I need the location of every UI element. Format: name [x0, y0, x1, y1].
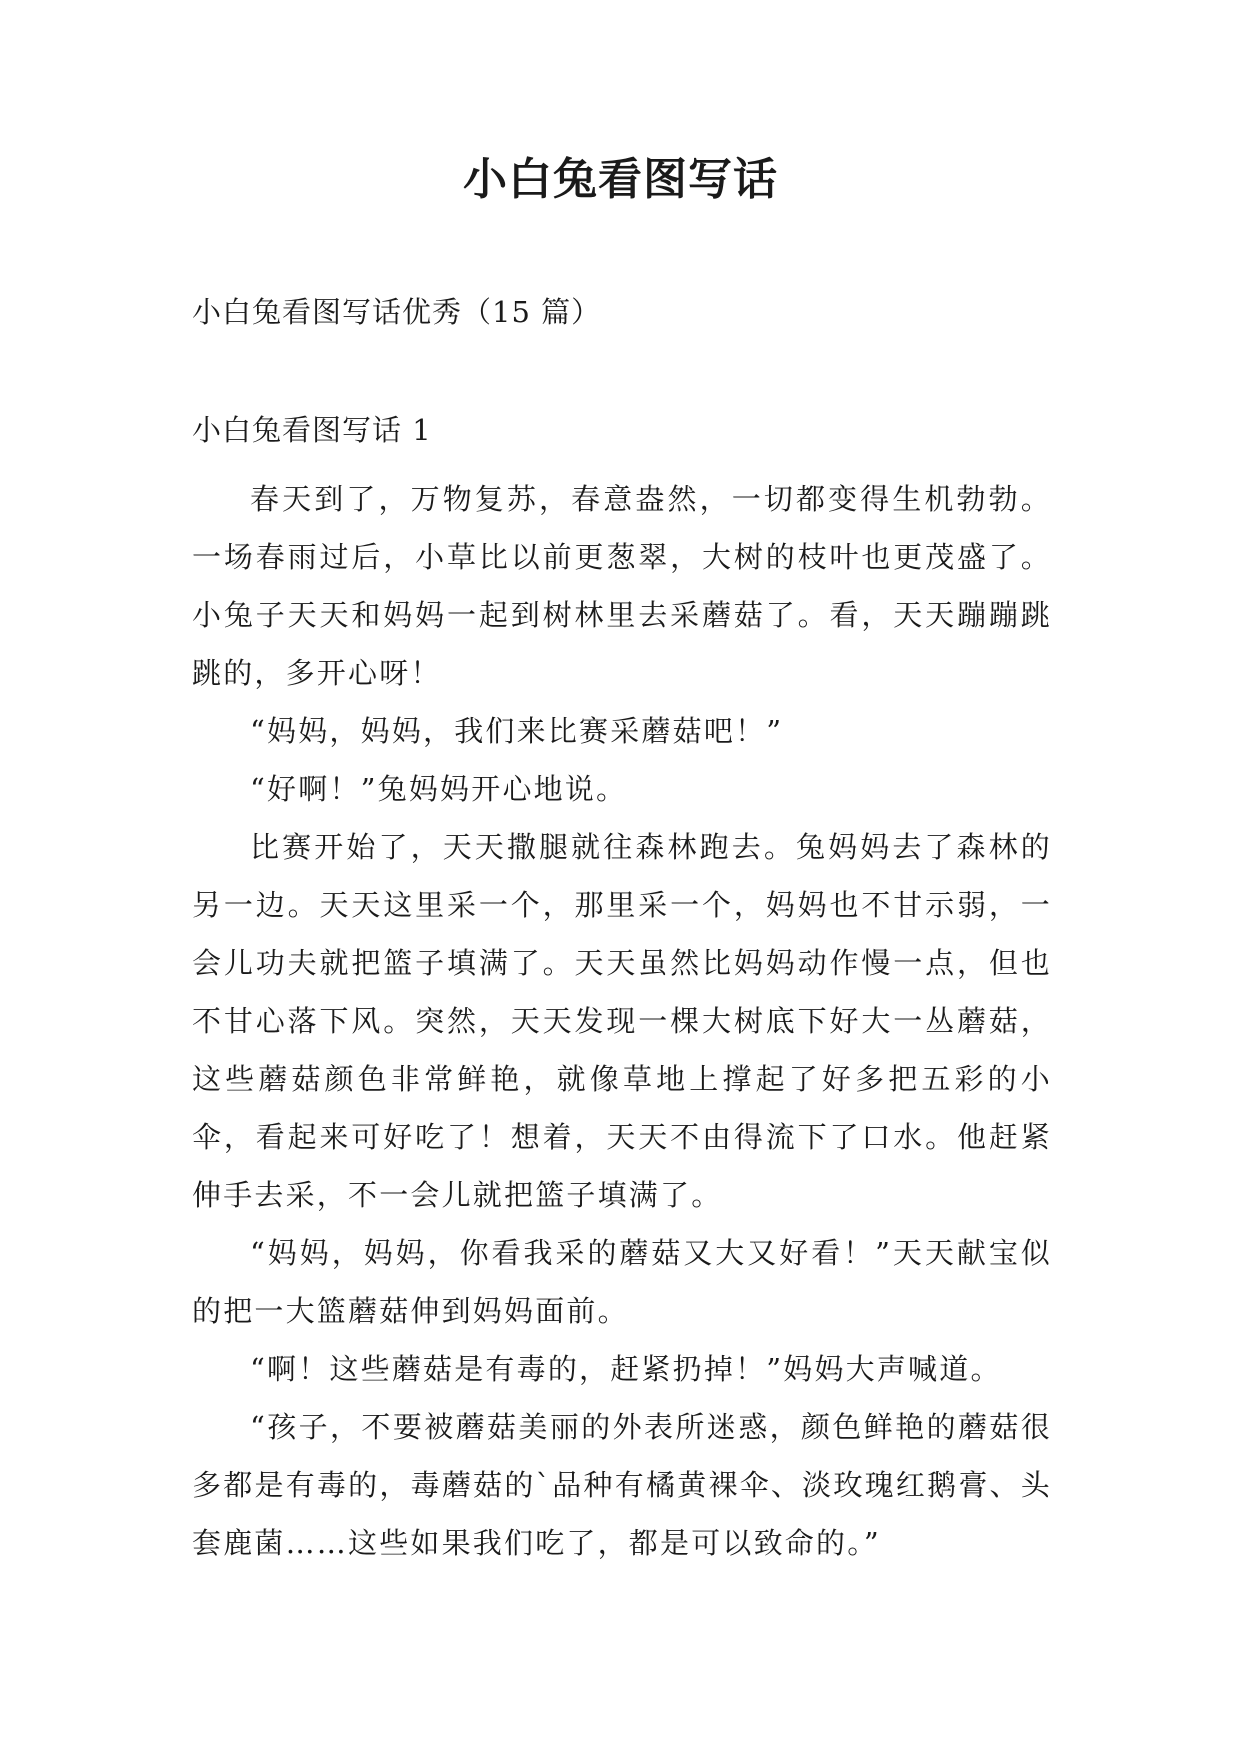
paragraph: “孩子，不要被蘑菇美丽的外表所迷惑，颜色鲜艳的蘑菇很多都是有毒的，毒蘑菇的`品种有橘黄裸伞、淡玫瑰红鹅膏、头套鹿菌……这些如果我们吃了，都是可以致命的。”	[192, 1410, 1052, 1560]
paragraph: “妈妈，妈妈，你看我采的蘑菇又大又好看！”天天献宝似的把一大篮蘑菇伸到妈妈面前。	[192, 1236, 1052, 1328]
paragraph: 比赛开始了，天天撒腿就往森林跑去。兔妈妈去了森林的另一边。天天这里采一个，那里采一个，妈妈也不甘示弱，一会儿功夫就把篮子填满了。天天虽然比妈妈动作慢一点，但也不甘心落下风。突然，天天发现一棵大树底下好大一丛蘑菇，这些蘑菇颜色非常鲜艳，就像草地上撑起了好多把五彩的小伞，看起来可好吃了！想着，天天不由得流下了口水。他赶紧伸手去采，不一会儿就把篮子填满了。	[192, 830, 1052, 1212]
document-subtitle: 小白兔看图写话优秀（15 篇）	[192, 295, 602, 329]
paragraph: “好啊！”兔妈妈开心地说。	[250, 772, 628, 806]
document-title: 小白兔看图写话	[463, 154, 778, 205]
article-body	[192, 470, 1052, 1572]
paragraph: “啊！这些蘑菇是有毒的，赶紧扔掉！”妈妈大声喊道。	[250, 1352, 1002, 1386]
paragraph: 春天到了，万物复苏，春意盎然，一切都变得生机勃勃。一场春雨过后，小草比以前更葱翠，大树的枝叶也更茂盛了。小兔子天天和妈妈一起到树林里去采蘑菇了。看，天天蹦蹦跳跳的，多开心呀！	[192, 482, 1052, 690]
section-title: 小白兔看图写话 1	[192, 413, 432, 447]
paragraph: “妈妈，妈妈，我们来比赛采蘑菇吧！”	[250, 714, 784, 748]
